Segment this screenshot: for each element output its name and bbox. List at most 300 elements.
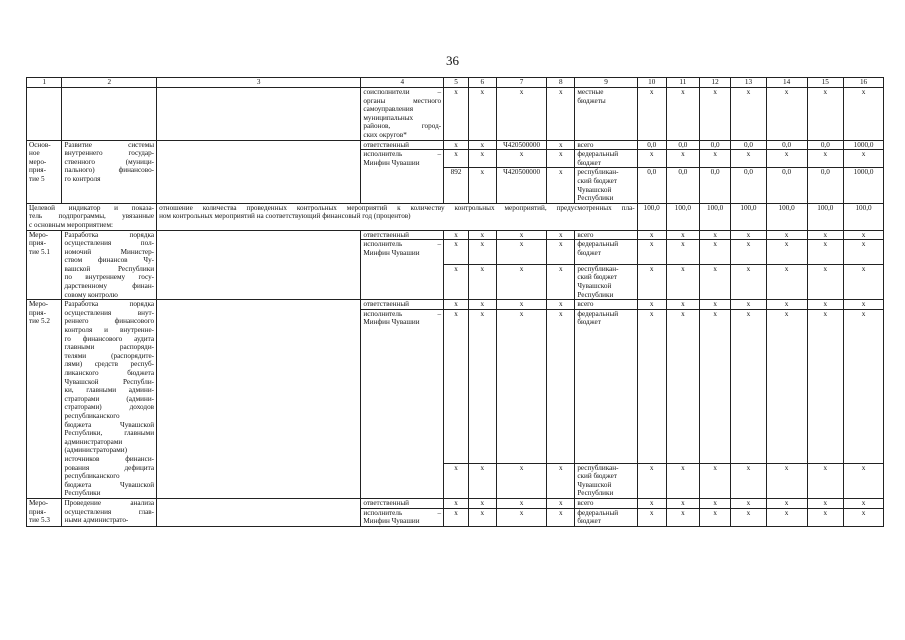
event-label bbox=[27, 88, 62, 141]
cell-line: ский бюджет bbox=[577, 176, 618, 185]
rz-code: x bbox=[468, 168, 496, 203]
year-value: 100,0 bbox=[766, 203, 807, 230]
year-value: x bbox=[700, 498, 731, 508]
cell-line: Развитие системы bbox=[64, 140, 155, 149]
year-value: 0,0 bbox=[637, 168, 666, 203]
cell-line: бюджет bbox=[577, 158, 601, 167]
cell-line: Меро- bbox=[29, 300, 49, 309]
cell-line: администраторами bbox=[64, 437, 123, 446]
year-value: 0,0 bbox=[666, 168, 699, 203]
gr-code: x bbox=[444, 140, 469, 150]
year-value: 0,0 bbox=[666, 140, 699, 150]
funding-source bbox=[575, 498, 637, 508]
year-value: 0,0 bbox=[731, 168, 766, 203]
gr-code: x bbox=[444, 300, 469, 310]
csr-code: Ч420500000 bbox=[496, 140, 547, 150]
cell-line: бюджет bbox=[577, 248, 601, 257]
cell-line: Проведение анализа bbox=[64, 498, 155, 507]
funding-source bbox=[575, 240, 637, 265]
indicator-row bbox=[27, 203, 884, 230]
gr-code: x bbox=[444, 240, 469, 265]
year-value: 0,0 bbox=[807, 140, 844, 150]
year-value: x bbox=[637, 88, 666, 141]
cell-line: Чувашской bbox=[577, 185, 612, 194]
year-value: 100,0 bbox=[637, 203, 666, 230]
funding-source bbox=[575, 168, 637, 203]
event-label bbox=[27, 140, 62, 203]
year-value: x bbox=[666, 309, 699, 463]
column-number: 10 bbox=[637, 78, 666, 88]
vr-code: x bbox=[547, 168, 575, 203]
cell-line: республиканского bbox=[64, 411, 120, 420]
funding-source bbox=[575, 230, 637, 240]
column-number: 11 bbox=[666, 78, 699, 88]
funding-source bbox=[575, 463, 637, 498]
cell-line: исполнитель – bbox=[363, 309, 442, 318]
year-value: x bbox=[731, 300, 766, 310]
indicator-label bbox=[27, 203, 157, 230]
year-value: x bbox=[807, 88, 844, 141]
cell-line: тие 5.1 bbox=[29, 247, 50, 256]
cell-line: бюджет bbox=[577, 517, 601, 526]
vr-code: x bbox=[547, 264, 575, 299]
cell-line: совому контролю bbox=[64, 290, 118, 299]
cell-line: бюджета Чувашской bbox=[64, 420, 155, 429]
cell-line: федеральный bbox=[577, 240, 619, 249]
funding-source bbox=[575, 309, 637, 463]
year-value: x bbox=[666, 300, 699, 310]
cell-line: Минфин Чувашии bbox=[363, 248, 420, 257]
cell-line: Целевой индикатор и показа- bbox=[29, 203, 155, 212]
cell-line: ством финансов Чу- bbox=[64, 256, 155, 265]
cell-line: (администраторами) bbox=[64, 446, 128, 455]
executor-cell bbox=[361, 230, 444, 240]
year-value: x bbox=[807, 230, 844, 240]
year-value: x bbox=[844, 309, 884, 463]
column-number: 9 bbox=[575, 78, 637, 88]
cell-line: исполнитель – bbox=[363, 508, 442, 517]
cell-line: отношение количества проведенных контрольных мероприятий к количеству контрольных мероприятий, предусмотренных пла- bbox=[159, 203, 635, 212]
cell-line: ответственный bbox=[363, 300, 410, 309]
cell-line: районов, город- bbox=[363, 122, 442, 131]
indicator-text bbox=[157, 140, 361, 203]
cell-line: дарственному финан- bbox=[64, 282, 155, 291]
year-value: x bbox=[666, 508, 699, 526]
year-value: x bbox=[700, 230, 731, 240]
cell-line: прия- bbox=[29, 166, 46, 175]
cell-line: тие 5 bbox=[29, 174, 45, 183]
event-title bbox=[62, 140, 157, 203]
column-number: 15 bbox=[807, 78, 844, 88]
cell-line: осуществления глав- bbox=[64, 507, 155, 516]
year-value: x bbox=[766, 309, 807, 463]
cell-line: ответственный bbox=[363, 498, 410, 507]
vr-code: x bbox=[547, 508, 575, 526]
cell-line: го контроля bbox=[64, 174, 101, 183]
column-number: 2 bbox=[62, 78, 157, 88]
year-value: 0,0 bbox=[700, 140, 731, 150]
year-value: 0,0 bbox=[700, 168, 731, 203]
cell-line: муниципальных bbox=[363, 113, 414, 122]
year-value: x bbox=[700, 264, 731, 299]
cell-line: го финансового аудита bbox=[64, 334, 155, 343]
year-value: 1000,0 bbox=[844, 168, 884, 203]
cell-line: страторами) доходов bbox=[64, 403, 155, 412]
table-row bbox=[27, 230, 884, 240]
gr-code: x bbox=[444, 264, 469, 299]
funding-source bbox=[575, 88, 637, 141]
gr-code: x bbox=[444, 463, 469, 498]
column-number: 3 bbox=[157, 78, 361, 88]
code-cell: x bbox=[468, 88, 496, 141]
cell-line: источников финанси- bbox=[64, 454, 155, 463]
year-value: x bbox=[807, 240, 844, 265]
rz-code: x bbox=[468, 309, 496, 463]
year-value: x bbox=[666, 230, 699, 240]
year-value: x bbox=[700, 300, 731, 310]
cell-line: телями (распорядите- bbox=[64, 351, 155, 360]
event-label bbox=[27, 300, 62, 499]
year-value: x bbox=[807, 150, 844, 168]
csr-code: x bbox=[496, 463, 547, 498]
cell-line: Республики bbox=[577, 290, 614, 299]
cell-line: ответственный bbox=[363, 140, 410, 149]
cell-line: исполнитель – bbox=[363, 150, 442, 159]
cell-line: ном контрольных мероприятий на соответствующий финансовый год (процентов) bbox=[159, 212, 411, 221]
year-value: 100,0 bbox=[844, 203, 884, 230]
cell-line: Чувашской bbox=[577, 480, 612, 489]
cell-line: республикан- bbox=[577, 168, 619, 177]
year-value: x bbox=[766, 230, 807, 240]
cell-line: Республики bbox=[577, 194, 614, 203]
cell-line: самоуправления bbox=[363, 105, 414, 114]
csr-code: x bbox=[496, 264, 547, 299]
cell-line: ских округов* bbox=[363, 130, 407, 139]
cell-line: Республики bbox=[64, 489, 101, 498]
year-value: x bbox=[637, 463, 666, 498]
year-value: x bbox=[731, 498, 766, 508]
year-value: x bbox=[731, 230, 766, 240]
year-value: x bbox=[637, 240, 666, 265]
year-value: x bbox=[807, 498, 844, 508]
year-value: x bbox=[666, 240, 699, 265]
year-value: x bbox=[731, 150, 766, 168]
year-value: x bbox=[731, 264, 766, 299]
page-number: 36 bbox=[446, 53, 459, 68]
year-value: x bbox=[700, 240, 731, 265]
table-row bbox=[27, 300, 884, 310]
year-value: x bbox=[844, 508, 884, 526]
code-cell: x bbox=[444, 88, 469, 141]
cell-line: тие 5.3 bbox=[29, 516, 50, 525]
csr-code: Ч420500000 bbox=[496, 168, 547, 203]
vr-code: x bbox=[547, 300, 575, 310]
year-value: x bbox=[731, 88, 766, 141]
year-value: x bbox=[666, 150, 699, 168]
vr-code: x bbox=[547, 240, 575, 265]
table-row bbox=[27, 140, 884, 150]
column-number: 6 bbox=[468, 78, 496, 88]
cell-line: Меро- bbox=[29, 230, 49, 239]
cell-line: Основ- bbox=[29, 140, 51, 149]
rz-code: x bbox=[468, 508, 496, 526]
year-value: 100,0 bbox=[731, 203, 766, 230]
year-value: x bbox=[807, 463, 844, 498]
cell-line: всего bbox=[577, 300, 594, 309]
csr-code: x bbox=[496, 498, 547, 508]
year-value: 0,0 bbox=[766, 140, 807, 150]
gr-code: x bbox=[444, 498, 469, 508]
year-value: 1000,0 bbox=[844, 140, 884, 150]
year-value: x bbox=[700, 150, 731, 168]
column-number: 8 bbox=[547, 78, 575, 88]
year-value: 100,0 bbox=[700, 203, 731, 230]
header-row bbox=[27, 78, 884, 88]
year-value: x bbox=[637, 264, 666, 299]
funding-source bbox=[575, 150, 637, 168]
funding-source bbox=[575, 264, 637, 299]
rz-code: x bbox=[468, 463, 496, 498]
column-number: 5 bbox=[444, 78, 469, 88]
funding-source bbox=[575, 300, 637, 310]
executor-cell bbox=[361, 508, 444, 526]
year-value: x bbox=[844, 230, 884, 240]
year-value: x bbox=[700, 463, 731, 498]
cell-line: ский бюджет bbox=[577, 273, 618, 282]
cell-line: лями) средств респуб- bbox=[64, 360, 155, 369]
cell-line: главными распоряди- bbox=[64, 343, 155, 352]
cell-line: Республики, главными bbox=[64, 429, 155, 438]
indicator-text bbox=[157, 230, 361, 300]
rz-code: x bbox=[468, 240, 496, 265]
year-value: x bbox=[766, 264, 807, 299]
rz-code: x bbox=[468, 150, 496, 168]
event-label bbox=[27, 498, 62, 526]
vr-code: x bbox=[547, 230, 575, 240]
cell-line: Минфин Чувашии bbox=[363, 517, 420, 526]
year-value: x bbox=[807, 300, 844, 310]
year-value: x bbox=[766, 463, 807, 498]
year-value: x bbox=[700, 309, 731, 463]
year-value: x bbox=[637, 498, 666, 508]
cell-line: ский бюджет bbox=[577, 472, 618, 481]
cell-line: всего bbox=[577, 140, 594, 149]
indicator-text bbox=[157, 300, 361, 499]
csr-code: x bbox=[496, 300, 547, 310]
gr-code: x bbox=[444, 150, 469, 168]
column-number: 14 bbox=[766, 78, 807, 88]
column-number: 1 bbox=[27, 78, 62, 88]
rz-code: x bbox=[468, 230, 496, 240]
event-label bbox=[27, 230, 62, 300]
cell-line: ственного (муници- bbox=[64, 157, 155, 166]
year-value: x bbox=[844, 498, 884, 508]
vr-code: x bbox=[547, 150, 575, 168]
year-value: 0,0 bbox=[807, 168, 844, 203]
cell-line: осуществления внут- bbox=[64, 308, 155, 317]
executor-cell bbox=[361, 498, 444, 508]
cell-line: рования дефицита bbox=[64, 463, 155, 472]
funding-source bbox=[575, 140, 637, 150]
year-value: x bbox=[666, 264, 699, 299]
year-value: x bbox=[637, 150, 666, 168]
year-value: x bbox=[637, 230, 666, 240]
year-value: x bbox=[844, 300, 884, 310]
indicator-text bbox=[157, 498, 361, 526]
code-cell: x bbox=[547, 88, 575, 141]
cell-line: всего bbox=[577, 498, 594, 507]
indicator-text bbox=[157, 203, 638, 230]
rz-code: x bbox=[468, 264, 496, 299]
year-value: 0,0 bbox=[731, 140, 766, 150]
year-value: x bbox=[766, 240, 807, 265]
cell-line: федеральный bbox=[577, 309, 619, 318]
year-value: x bbox=[844, 463, 884, 498]
cell-line: Разработка порядка bbox=[64, 230, 155, 239]
year-value: x bbox=[844, 240, 884, 265]
year-value: x bbox=[844, 150, 884, 168]
year-value: 100,0 bbox=[666, 203, 699, 230]
cell-line: ликанского бюджета bbox=[64, 369, 155, 377]
cell-line: внутреннего государ- bbox=[64, 149, 155, 158]
cell-line: с основным мероприятием: bbox=[29, 220, 114, 229]
year-value: x bbox=[844, 264, 884, 299]
rz-code: x bbox=[468, 140, 496, 150]
csr-code: x bbox=[496, 150, 547, 168]
column-number: 13 bbox=[731, 78, 766, 88]
gr-code: x bbox=[444, 309, 469, 463]
cell-line: ное bbox=[29, 149, 40, 158]
cell-line: страторами (админи- bbox=[64, 394, 155, 403]
vr-code: x bbox=[547, 463, 575, 498]
cell-line: ными администрато- bbox=[64, 516, 129, 525]
cell-line: меро- bbox=[29, 157, 47, 166]
csr-code: x bbox=[496, 240, 547, 265]
event-title bbox=[62, 498, 157, 526]
event-title bbox=[62, 230, 157, 300]
year-value: x bbox=[766, 88, 807, 141]
cell-line: Чувашской Республи- bbox=[64, 377, 155, 386]
cell-line: местные bbox=[577, 88, 604, 96]
code-cell: x bbox=[496, 88, 547, 141]
cell-line: республикан- bbox=[577, 463, 619, 472]
year-value: x bbox=[844, 88, 884, 141]
cell-line: бюджета Чувашской bbox=[64, 480, 155, 489]
cell-line: федеральный bbox=[577, 508, 619, 517]
cell-line: номочий Министер- bbox=[64, 247, 155, 256]
year-value: x bbox=[766, 300, 807, 310]
cell-line: Республики bbox=[577, 489, 614, 498]
year-value: x bbox=[637, 309, 666, 463]
column-number: 7 bbox=[496, 78, 547, 88]
year-value: x bbox=[666, 498, 699, 508]
cell-line: ответственный bbox=[363, 230, 410, 239]
executor-cell bbox=[361, 150, 444, 204]
executor-cell bbox=[361, 88, 444, 141]
cell-line: контроля и внутренне- bbox=[64, 326, 155, 335]
gr-code: x bbox=[444, 230, 469, 240]
cell-line: пального) финансово- bbox=[64, 166, 155, 175]
gr-code: x bbox=[444, 508, 469, 526]
year-value: x bbox=[766, 150, 807, 168]
budget-table bbox=[26, 77, 884, 527]
year-value: x bbox=[637, 508, 666, 526]
year-value: x bbox=[731, 508, 766, 526]
cell-line: исполнитель – bbox=[363, 240, 442, 249]
year-value: x bbox=[637, 300, 666, 310]
continuation-row bbox=[27, 88, 884, 141]
year-value: x bbox=[700, 88, 731, 141]
cell-line: бюджеты bbox=[577, 96, 606, 105]
year-value: 0,0 bbox=[766, 168, 807, 203]
cell-line: Меро- bbox=[29, 498, 49, 507]
cell-line: тель подпрограммы, увязанные bbox=[29, 212, 155, 221]
event-title bbox=[62, 300, 157, 499]
cell-line: органы местного bbox=[363, 96, 442, 105]
executor-cell bbox=[361, 300, 444, 310]
cell-line: прия- bbox=[29, 308, 46, 317]
year-value: x bbox=[666, 463, 699, 498]
funding-source bbox=[575, 508, 637, 526]
year-value: x bbox=[731, 463, 766, 498]
cell-line: бюджет bbox=[577, 318, 601, 327]
vr-code: x bbox=[547, 498, 575, 508]
year-value: x bbox=[766, 508, 807, 526]
year-value: x bbox=[807, 264, 844, 299]
year-value: 0,0 bbox=[637, 140, 666, 150]
csr-code: x bbox=[496, 309, 547, 463]
cell-line: прия- bbox=[29, 507, 46, 516]
gr-code: 892 bbox=[444, 168, 469, 203]
year-value: x bbox=[731, 309, 766, 463]
year-value: x bbox=[807, 508, 844, 526]
cell-line: вашской Республики bbox=[64, 264, 155, 273]
year-value: 100,0 bbox=[807, 203, 844, 230]
cell-line: реннего финансового bbox=[64, 317, 155, 326]
cell-line: по внутреннему госу- bbox=[64, 273, 155, 282]
cell-line: осуществления пол- bbox=[64, 239, 155, 248]
executor-cell bbox=[361, 309, 444, 498]
cell-line: федеральный bbox=[577, 150, 619, 159]
year-value: x bbox=[700, 508, 731, 526]
column-number: 4 bbox=[361, 78, 444, 88]
event-title bbox=[62, 88, 157, 141]
cell-line: ки, главными админи- bbox=[64, 386, 155, 395]
table-row bbox=[27, 498, 884, 508]
year-value: x bbox=[731, 240, 766, 265]
csr-code: x bbox=[496, 230, 547, 240]
cell-line: соисполнители – bbox=[363, 88, 442, 96]
column-number: 16 bbox=[844, 78, 884, 88]
csr-code: x bbox=[496, 508, 547, 526]
column-number: 12 bbox=[700, 78, 731, 88]
cell-line: Минфин Чувашии bbox=[363, 158, 420, 167]
cell-line: Разработка порядка bbox=[64, 300, 155, 309]
rz-code: x bbox=[468, 300, 496, 310]
rz-code: x bbox=[468, 498, 496, 508]
cell-line: всего bbox=[577, 230, 594, 239]
year-value: x bbox=[766, 498, 807, 508]
cell-line: тие 5.2 bbox=[29, 317, 50, 326]
executor-cell bbox=[361, 240, 444, 300]
year-value: x bbox=[807, 309, 844, 463]
indicator-text bbox=[157, 88, 361, 141]
cell-line: прия- bbox=[29, 239, 46, 248]
cell-line: Минфин Чувашии bbox=[363, 318, 420, 327]
year-value: x bbox=[666, 88, 699, 141]
cell-line: Чувашской bbox=[577, 282, 612, 291]
cell-line: республикан- bbox=[577, 264, 619, 273]
